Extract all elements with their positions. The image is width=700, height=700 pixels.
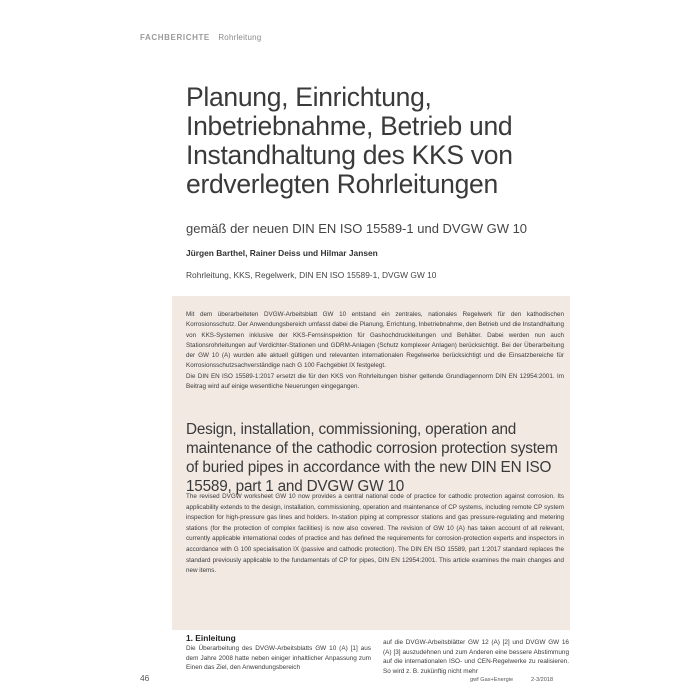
body-text-right: auf die DVGW-Arbeitsblätter GW 12 (A) [2] und DVGW GW 16 (A) [3] auszudehnen und zum Anderen eine bessere Abstimmung auf die internationalen ISO- und CEN-Regelwerke zu realisieren. So wird z. B. zukünftig nicht mehr: [383, 639, 569, 675]
abstract-english: The revised DVGW worksheet GW 10 now provides a central national code of practice for cathodic protection against corrosion. Its applicability extends to the design, installation, commissioning, operation and maintenance of CP systems, including remote CP system inspection for high-pressure gas lines and holders. In-station piping at compressor stations and gas pressure-regulating and metering stations (for the protection of complex facilities) is now also covered. The revision of GW 10 (A) has taken account of all relevant, currently applicable international codes of practice and has defined the requirements for corrosion-protection experts and inspectors in accordance with G 100 specialisation IX (passive and cathodic protection). The DIN EN ISO 15589, part 1:2017 standard replaces the standard previously applicable to the fundamentals of CP for pipes, DIN EN 12954:2001. This article examines the main changes and new items.: [186, 493, 564, 575]
body-column-left: [186, 633, 371, 673]
english-title: Design, installation, commissioning, operation and maintenance of the cathodic corrosion protection system of buried pipes in accordance with the new DIN EN ISO 15589, part 1 and DVGW GW 10: [186, 421, 558, 495]
section-heading-introduction: 1. Einleitung: [186, 633, 236, 643]
body-text-left: Die Überarbeitung des DVGW-Arbeitsblatts GW 10 (A) [1] aus dem Jahre 2008 hatte neben einiger inhaltlicher Anpassung zum Einen das Ziel, den Anwendungsbereich: [186, 645, 371, 672]
article-authors: Jürgen Barthel, Rainer Deiss und Hilmar Jansen: [186, 248, 378, 258]
article-title: Planung, Einrichtung, Inbetriebnahme, Betrieb und Instandhaltung des KKS von erdverlegten Rohrleitungen: [186, 82, 513, 199]
article-keywords: Rohrleitung, KKS, Regelwerk, DIN EN ISO 15589-1, DVGW GW 10: [186, 270, 437, 280]
abstract-german: [186, 310, 564, 392]
journal-issue: 2-3/2018: [531, 677, 554, 683]
article-subtitle: gemäß der neuen DIN EN ISO 15589-1 und DVGW GW 10: [186, 221, 528, 236]
running-header: [140, 33, 261, 42]
abstract-german-p1: Mit dem überarbeiteten DVGW-Arbeitsblatt GW 10 entstand ein zentrales, nationales Regelwerk für den kathodischen Korrosionsschutz. Der Anwendungsbereich umfasst dabei die Planung, Errichtung, Inbetriebnahme, den Betrieb und die Instandhaltung von KKS-Systemen inklusive der KKS-Fernsinspektion für Gashochdruckleitungen und Behälter. Dabei werden nun auch Stationsrohrleitungen auf Verdichter-Stationen und GDRM-Anlagen (Schutz komplexer Anlagen) berücksichtigt. Bei der Überarbeitung der GW 10 (A) wurden alle aktuell gültigen und relevanten internationalen Regelwerke berücksichtigt und die Einsatzbereiche für Korrosionsschutzsachverständige nach G 100 Fachgebiet IX festgelegt.: [186, 311, 564, 370]
header-topic: Rohrleitung: [218, 33, 262, 42]
abstract-german-p2: Die DIN EN ISO 15589-1:2017 ersetzt die für den KKS von Rohrleitungen bisher geltende Grundlagennorm DIN EN 12954:2001. Im Beitrag wird auf einige wesentliche Neuerungen eingegangen.: [186, 372, 564, 391]
header-section: FACHBERICHTE: [140, 33, 210, 42]
journal-name: gwf Gas+Energie: [470, 677, 514, 683]
body-column-right: [383, 638, 569, 676]
page-number: 46: [140, 673, 150, 683]
